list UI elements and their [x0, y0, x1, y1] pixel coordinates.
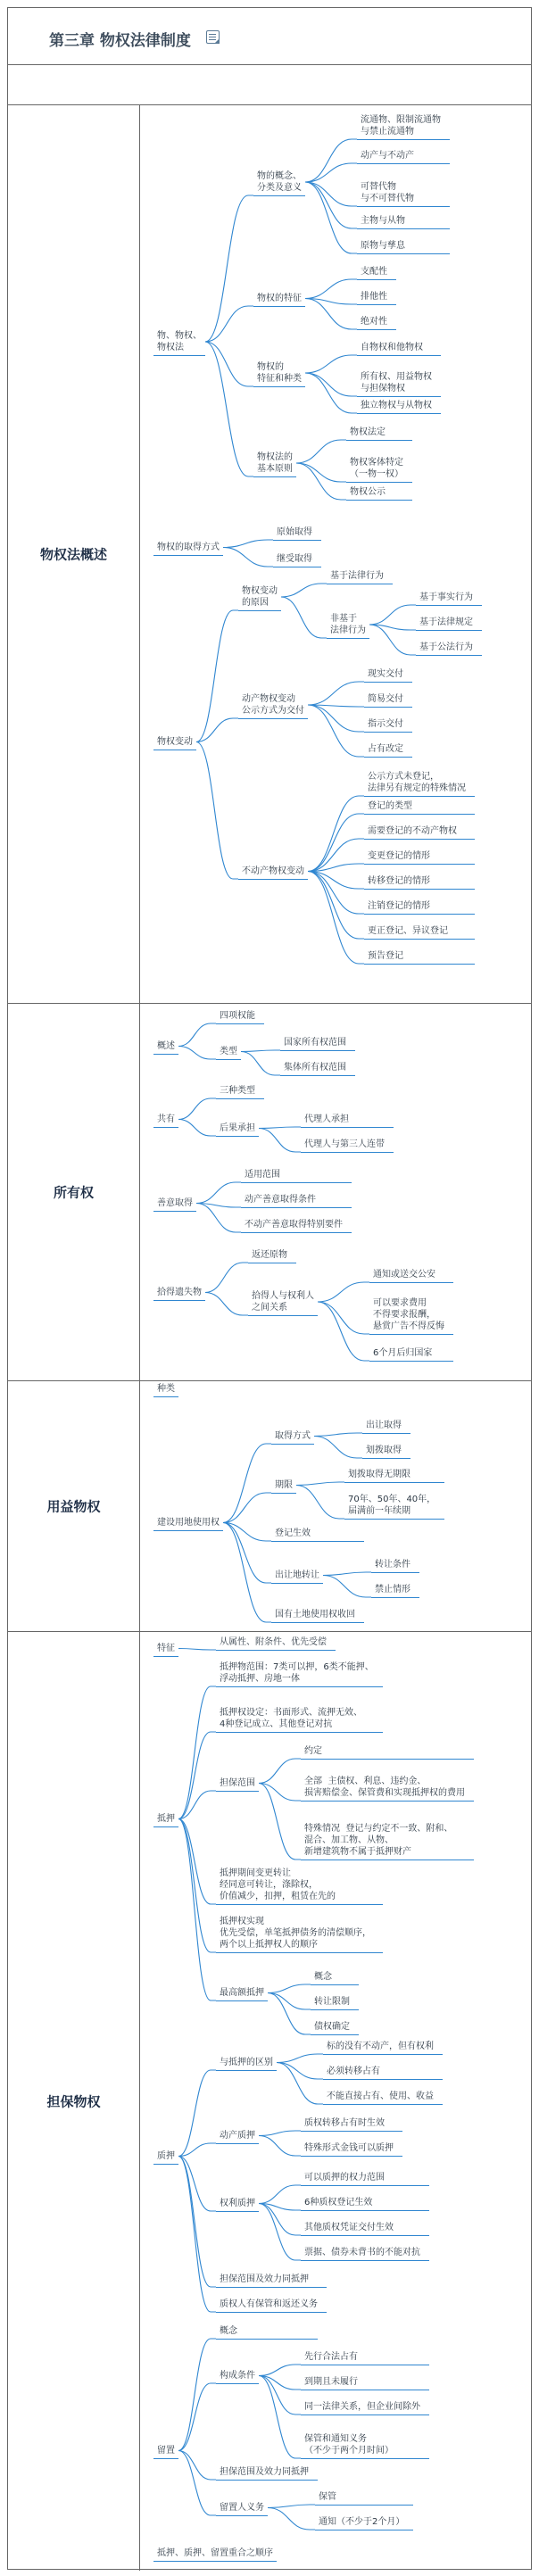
mind-map-node: 6个月后归国家 [373, 1348, 433, 1358]
mind-map-node: 物权的取得方式 [157, 543, 220, 552]
node-underline [216, 2383, 259, 2384]
mind-map-node: 债权确定 [314, 2022, 350, 2032]
node-underline [323, 2079, 443, 2080]
node-underline [153, 1396, 178, 1397]
mind-map-node: 其他质权凭证交付生效 [304, 2223, 394, 2232]
node-underline [241, 1207, 352, 1208]
mind-map-node: 出让地转让 [275, 1570, 319, 1580]
node-underline [357, 253, 450, 254]
mind-map-node: 物权公示 [350, 487, 386, 497]
mind-map-node: 特征 [157, 1644, 175, 1653]
mind-map-node: 权利质押 [220, 2199, 255, 2208]
node-underline [273, 540, 321, 541]
mind-map-node: 担保范围 [220, 1778, 255, 1788]
node-underline [216, 2000, 268, 2001]
mind-map-node: 与抵押的区别 [220, 2058, 273, 2067]
node-underline [153, 1127, 178, 1128]
node-underline [216, 1136, 259, 1137]
node-underline [216, 1732, 383, 1733]
mind-map-node: 6种质权登记生效 [304, 2198, 373, 2207]
mind-map-node: 代理人与第三人连带 [304, 1139, 385, 1149]
mind-map-node: 质押 [157, 2151, 175, 2161]
node-underline [357, 139, 450, 140]
node-underline [153, 1300, 205, 1301]
page-title: 第三章 物权法律制度 [49, 32, 191, 50]
node-underline [216, 2070, 277, 2071]
mind-map-node: 抵押权设定：书面形式、流押无效、 4种登记成立、其他登记对抗 [220, 1708, 362, 1729]
mind-map-node: 通知或送交公安 [373, 1270, 435, 1280]
node-underline [364, 707, 412, 708]
node-underline [344, 1482, 444, 1483]
node-underline [248, 1315, 318, 1316]
node-underline [301, 2131, 402, 2132]
node-underline [241, 1232, 352, 1233]
mind-map-node: 通知（不少于2个月） [319, 2517, 405, 2527]
node-underline [216, 1904, 383, 1905]
section-usufruct [8, 1381, 531, 1632]
node-underline [364, 796, 475, 797]
node-underline [362, 1458, 410, 1459]
node-underline [153, 2164, 178, 2165]
mind-map-node: 抵押权实现 优先受偿，单笔抵押债务的清偿顺序， 两个以上抵押权人的顺序 [220, 1917, 371, 1950]
mind-map-node: 国家所有权范围 [284, 1038, 346, 1048]
section-ownership [8, 1004, 531, 1381]
node-underline [271, 1541, 364, 1542]
mind-map-node: 物的概念、 分类及意义 [257, 171, 302, 193]
node-underline [301, 1801, 474, 1802]
node-underline [323, 2104, 443, 2105]
node-underline [357, 355, 441, 356]
mind-map-node: 动产物权变动 公示方式为交付 [242, 694, 304, 716]
mind-map-node: 建设用地使用权 [157, 1518, 220, 1528]
mind-map-node: 类型 [220, 1047, 237, 1056]
node-underline [364, 839, 475, 840]
mind-map-node: 到期且未履行 [304, 2377, 358, 2387]
mind-map-node: 期限 [275, 1480, 293, 1490]
mind-map-node: 支配性 [361, 267, 387, 277]
node-underline [241, 1182, 352, 1183]
mind-map-node: 转让限制 [314, 1997, 350, 2007]
mind-map-node: 概念 [220, 2326, 237, 2336]
mind-map-node: 担保范围及效力同抵押 [220, 2274, 309, 2284]
node-underline [416, 605, 482, 606]
mind-map-node: 约定 [304, 1746, 322, 1756]
mind-map-table [7, 7, 532, 2570]
node-underline [364, 682, 412, 683]
mind-map-node: 非基于 法律行为 [330, 614, 366, 635]
mind-map-node: 可以质押的权力范围 [304, 2173, 385, 2183]
node-underline [216, 1791, 259, 1792]
title-row [8, 8, 531, 65]
mind-map-node: 抵押、质押、留置重合之顺序 [157, 2548, 273, 2558]
mind-map-node: 必须转移占有 [327, 2067, 380, 2076]
node-underline [301, 2458, 429, 2459]
node-underline [346, 440, 412, 441]
mind-map-node: 动产善意取得条件 [245, 1195, 316, 1205]
node-underline [216, 1952, 383, 1953]
mind-map-node: 不动产物权变动 [242, 866, 304, 876]
node-underline [346, 482, 412, 483]
node-underline [301, 2156, 402, 2157]
node-underline [357, 304, 396, 305]
node-underline [362, 1433, 410, 1434]
node-underline [364, 757, 412, 758]
node-underline [153, 1656, 178, 1657]
node-underline [253, 195, 305, 196]
mind-map-node: 构成条件 [220, 2371, 255, 2381]
node-underline [311, 1984, 359, 1985]
mind-map-node: 物权客体特定 （一物一权） [350, 458, 403, 479]
node-underline [216, 2312, 327, 2313]
node-underline [323, 2054, 443, 2055]
mind-map-node: 四项权能 [220, 1011, 255, 1021]
mind-map-node: 可以要求费用 不得要求报酬， 悬赏广告不得反悔 [373, 1298, 444, 1331]
node-underline [271, 1622, 364, 1623]
node-underline [301, 2260, 429, 2261]
node-underline [216, 1023, 264, 1024]
mind-map-node: 票据、债券未背书的不能对抗 [304, 2248, 420, 2257]
node-underline [364, 814, 475, 815]
section-label: 物权法概述 [8, 105, 140, 1003]
mind-map-node: 保管 [319, 2492, 336, 2502]
mind-map-node: 共有 [157, 1114, 175, 1124]
node-underline [280, 1050, 355, 1051]
mind-map-node: 所有权、用益物权 与担保物权 [361, 372, 432, 393]
node-underline [369, 1334, 453, 1335]
mind-map-node: 基于法律规定 [419, 617, 473, 627]
node-underline [371, 1572, 419, 1573]
mind-map-node: 登记生效 [275, 1528, 311, 1538]
mind-map-node: 概念 [314, 1972, 332, 1982]
mind-map-node: 质权人有保管和返还义务 [220, 2299, 318, 2309]
mind-map-node: 留置人义务 [220, 2503, 264, 2513]
node-underline [357, 396, 441, 397]
node-underline [364, 889, 475, 890]
node-underline [369, 1361, 453, 1362]
mind-map-node: 转移登记的情形 [368, 876, 430, 886]
mind-map-node: 代理人承担 [304, 1114, 349, 1124]
node-underline [357, 228, 450, 229]
node-underline [253, 476, 296, 477]
mind-map-node: 现实交付 [368, 669, 403, 679]
node-underline [357, 279, 396, 280]
mind-map-node: 适用范围 [245, 1170, 280, 1180]
mind-map-node: 继受取得 [277, 554, 312, 564]
node-underline [344, 1519, 444, 1520]
mind-map-node: 禁止情形 [375, 1585, 410, 1594]
mind-map-node: 70年、50年、40年， 届满前一年续期 [348, 1495, 436, 1516]
node-underline [364, 914, 475, 915]
node-underline [416, 630, 482, 631]
mind-map-node: 取得方式 [275, 1431, 311, 1441]
node-underline [216, 2211, 259, 2212]
node-underline [216, 2480, 318, 2481]
mind-map-node: 质权转移占有时生效 [304, 2118, 385, 2128]
blank-row [8, 65, 531, 105]
mind-map-node: 需要登记的不动产物权 [368, 826, 457, 836]
mind-map-node: 变更登记的情形 [368, 851, 430, 861]
node-underline [327, 638, 369, 639]
mind-map-node: 概述 [157, 1041, 175, 1051]
mind-map-node: 拾得人与权利人 之间关系 [252, 1291, 314, 1313]
node-underline [364, 864, 475, 865]
mind-map-node: 返还原物 [252, 1250, 287, 1260]
mind-map-node: 基于法律行为 [330, 571, 384, 581]
mind-map-node: 物权的特征 [257, 294, 302, 303]
mind-map-node: 先行合法占有 [304, 2352, 358, 2362]
node-underline [216, 2143, 259, 2144]
mind-map-node: 不能直接占有、使用、收益 [327, 2091, 434, 2101]
node-underline [153, 355, 205, 356]
node-underline [216, 1650, 336, 1651]
mind-map-node: 出让取得 [366, 1421, 402, 1430]
mind-map-node: 更正登记、异议登记 [368, 926, 448, 936]
mind-map-node: 划拨取得 [366, 1445, 402, 1455]
mind-map-node: 预告登记 [368, 951, 403, 961]
node-underline [280, 1075, 355, 1076]
mind-map-node: 注销登记的情形 [368, 901, 430, 911]
node-underline [311, 2034, 359, 2035]
mind-map-node: 全部 主债权、利息、违约金、 损害赔偿金、保管费和实现抵押权的费用 [304, 1777, 465, 1798]
mind-map-node: 物权变动 [157, 737, 193, 747]
section-label: 所有权 [8, 1004, 140, 1380]
node-underline [364, 939, 475, 940]
mind-map-node: 指示交付 [368, 719, 403, 729]
mind-map-node: 公示方式未登记， 法律另有规定的特殊情况 [368, 772, 466, 793]
mind-map-node: 物权的 特征和种类 [257, 362, 302, 384]
mind-map-node: 流通物、限制流通物 与禁止流通物 [361, 115, 441, 137]
mind-map-node: 保管和通知义务 （不少于两个月时间） [304, 2434, 394, 2456]
mind-map-node: 善意取得 [157, 1198, 193, 1208]
section-label: 担保物权 [8, 1632, 140, 2571]
node-underline [216, 1059, 241, 1060]
mind-map-node: 物、物权、 物权法 [157, 331, 202, 352]
mind-map-node: 特殊情况 登记与约定不一致、附和、 混合、加工物、从物、 新增建筑物不属于抵押财产 [304, 1824, 453, 1857]
mind-map-node: 抵押物范围：7类可以押，6类不能押、 浮动抵押、房地一体 [220, 1662, 374, 1684]
node-underline [301, 1759, 474, 1760]
mind-map-node: 转让条件 [375, 1560, 410, 1570]
node-underline [315, 2505, 413, 2506]
node-underline [301, 2185, 429, 2186]
node-underline [153, 1530, 223, 1531]
node-underline [357, 163, 450, 164]
node-underline [153, 555, 223, 556]
mind-map-node: 同一法律关系，但企业间除外 [304, 2402, 420, 2412]
node-underline [364, 964, 475, 965]
mind-map-node: 物权变动 的原因 [242, 586, 278, 608]
mind-map-node: 原物与孳息 [361, 241, 405, 251]
node-underline [311, 2009, 359, 2010]
node-underline [357, 329, 396, 330]
node-underline [253, 386, 305, 387]
mind-map-node: 绝对性 [361, 317, 387, 327]
mind-map-node: 物权法定 [350, 427, 386, 437]
mind-map-node: 种类 [157, 1384, 175, 1394]
node-underline [216, 2515, 268, 2516]
mind-map-node: 简易交付 [368, 694, 403, 704]
mind-map-node: 基于事实行为 [419, 592, 473, 602]
mind-map-node: 后果承担 [220, 1123, 255, 1133]
mind-map-node: 最高额抵押 [220, 1988, 264, 1998]
node-underline [153, 2561, 277, 2562]
node-underline [216, 2339, 318, 2340]
mind-map-node: 自物权和他物权 [361, 343, 423, 352]
node-underline [238, 879, 308, 880]
node-underline [301, 2235, 429, 2236]
mind-map-node: 动产质押 [220, 2131, 255, 2141]
node-underline [301, 1152, 394, 1153]
mind-map-node: 拾得遗失物 [157, 1288, 202, 1297]
mind-map-node: 物权法的 基本原则 [257, 452, 293, 474]
section-label: 用益物权 [8, 1381, 140, 1631]
node-underline [216, 1686, 383, 1687]
node-underline [153, 1054, 178, 1055]
node-underline [301, 2210, 429, 2211]
mind-map-node: 留置 [157, 2446, 175, 2456]
mind-map-node: 占有改定 [368, 744, 403, 754]
node-underline [301, 1127, 394, 1128]
mind-map-node: 三种类型 [220, 1086, 255, 1096]
mind-map-node: 登记的类型 [368, 801, 412, 811]
mind-map-node: 抵押期间变更转让 经同意可转让，涤除权， 价值减少，扣押，租赁在先的 [220, 1868, 336, 1901]
node-underline [364, 732, 412, 733]
node-underline [253, 306, 305, 307]
node-underline [216, 1098, 264, 1099]
section-security-interests [8, 1632, 531, 2571]
mind-map-node: 特殊形式金钱可以质押 [304, 2143, 394, 2153]
mind-map-node: 可替代物 与不可替代物 [361, 182, 414, 203]
node-underline [301, 2414, 429, 2415]
mind-map-node: 独立物权与从物权 [361, 401, 432, 410]
mind-map-node: 不动产善意取得特别要件 [245, 1220, 343, 1230]
mind-map-node: 动产与不动产 [361, 151, 414, 161]
node-underline [216, 2287, 327, 2288]
node-underline [271, 1493, 296, 1494]
mind-map-node: 划拨取得无期限 [348, 1470, 410, 1479]
node-underline [153, 2458, 178, 2459]
node-underline [369, 1282, 453, 1283]
node-underline [271, 1583, 323, 1584]
mind-map-node: 排他性 [361, 292, 387, 302]
node-underline [238, 718, 308, 719]
node-underline [357, 413, 441, 414]
mind-map-node: 集体所有权范围 [284, 1063, 346, 1073]
node-underline [371, 1597, 419, 1598]
node-underline [346, 500, 412, 501]
mind-map-node: 主物与从物 [361, 216, 405, 226]
mind-map-node: 国有土地使用权收回 [275, 1610, 355, 1619]
node-underline [357, 206, 450, 207]
mind-map-node: 抵押 [157, 1814, 175, 1824]
mind-map-node: 基于公法行为 [419, 642, 473, 652]
node-underline [416, 655, 482, 656]
node-underline [271, 1444, 314, 1445]
node-underline [153, 1211, 196, 1212]
node-underline [238, 610, 281, 611]
mind-map-node: 担保范围及效力同抵押 [220, 2467, 309, 2477]
node-underline [153, 1826, 178, 1827]
mind-map-node: 原始取得 [277, 527, 312, 537]
mind-map-node: 标的没有不动产，但有权利 [327, 2042, 434, 2051]
note-icon[interactable] [206, 30, 220, 44]
mind-map-node: 从属性、附条件、优先受偿 [220, 1637, 327, 1647]
